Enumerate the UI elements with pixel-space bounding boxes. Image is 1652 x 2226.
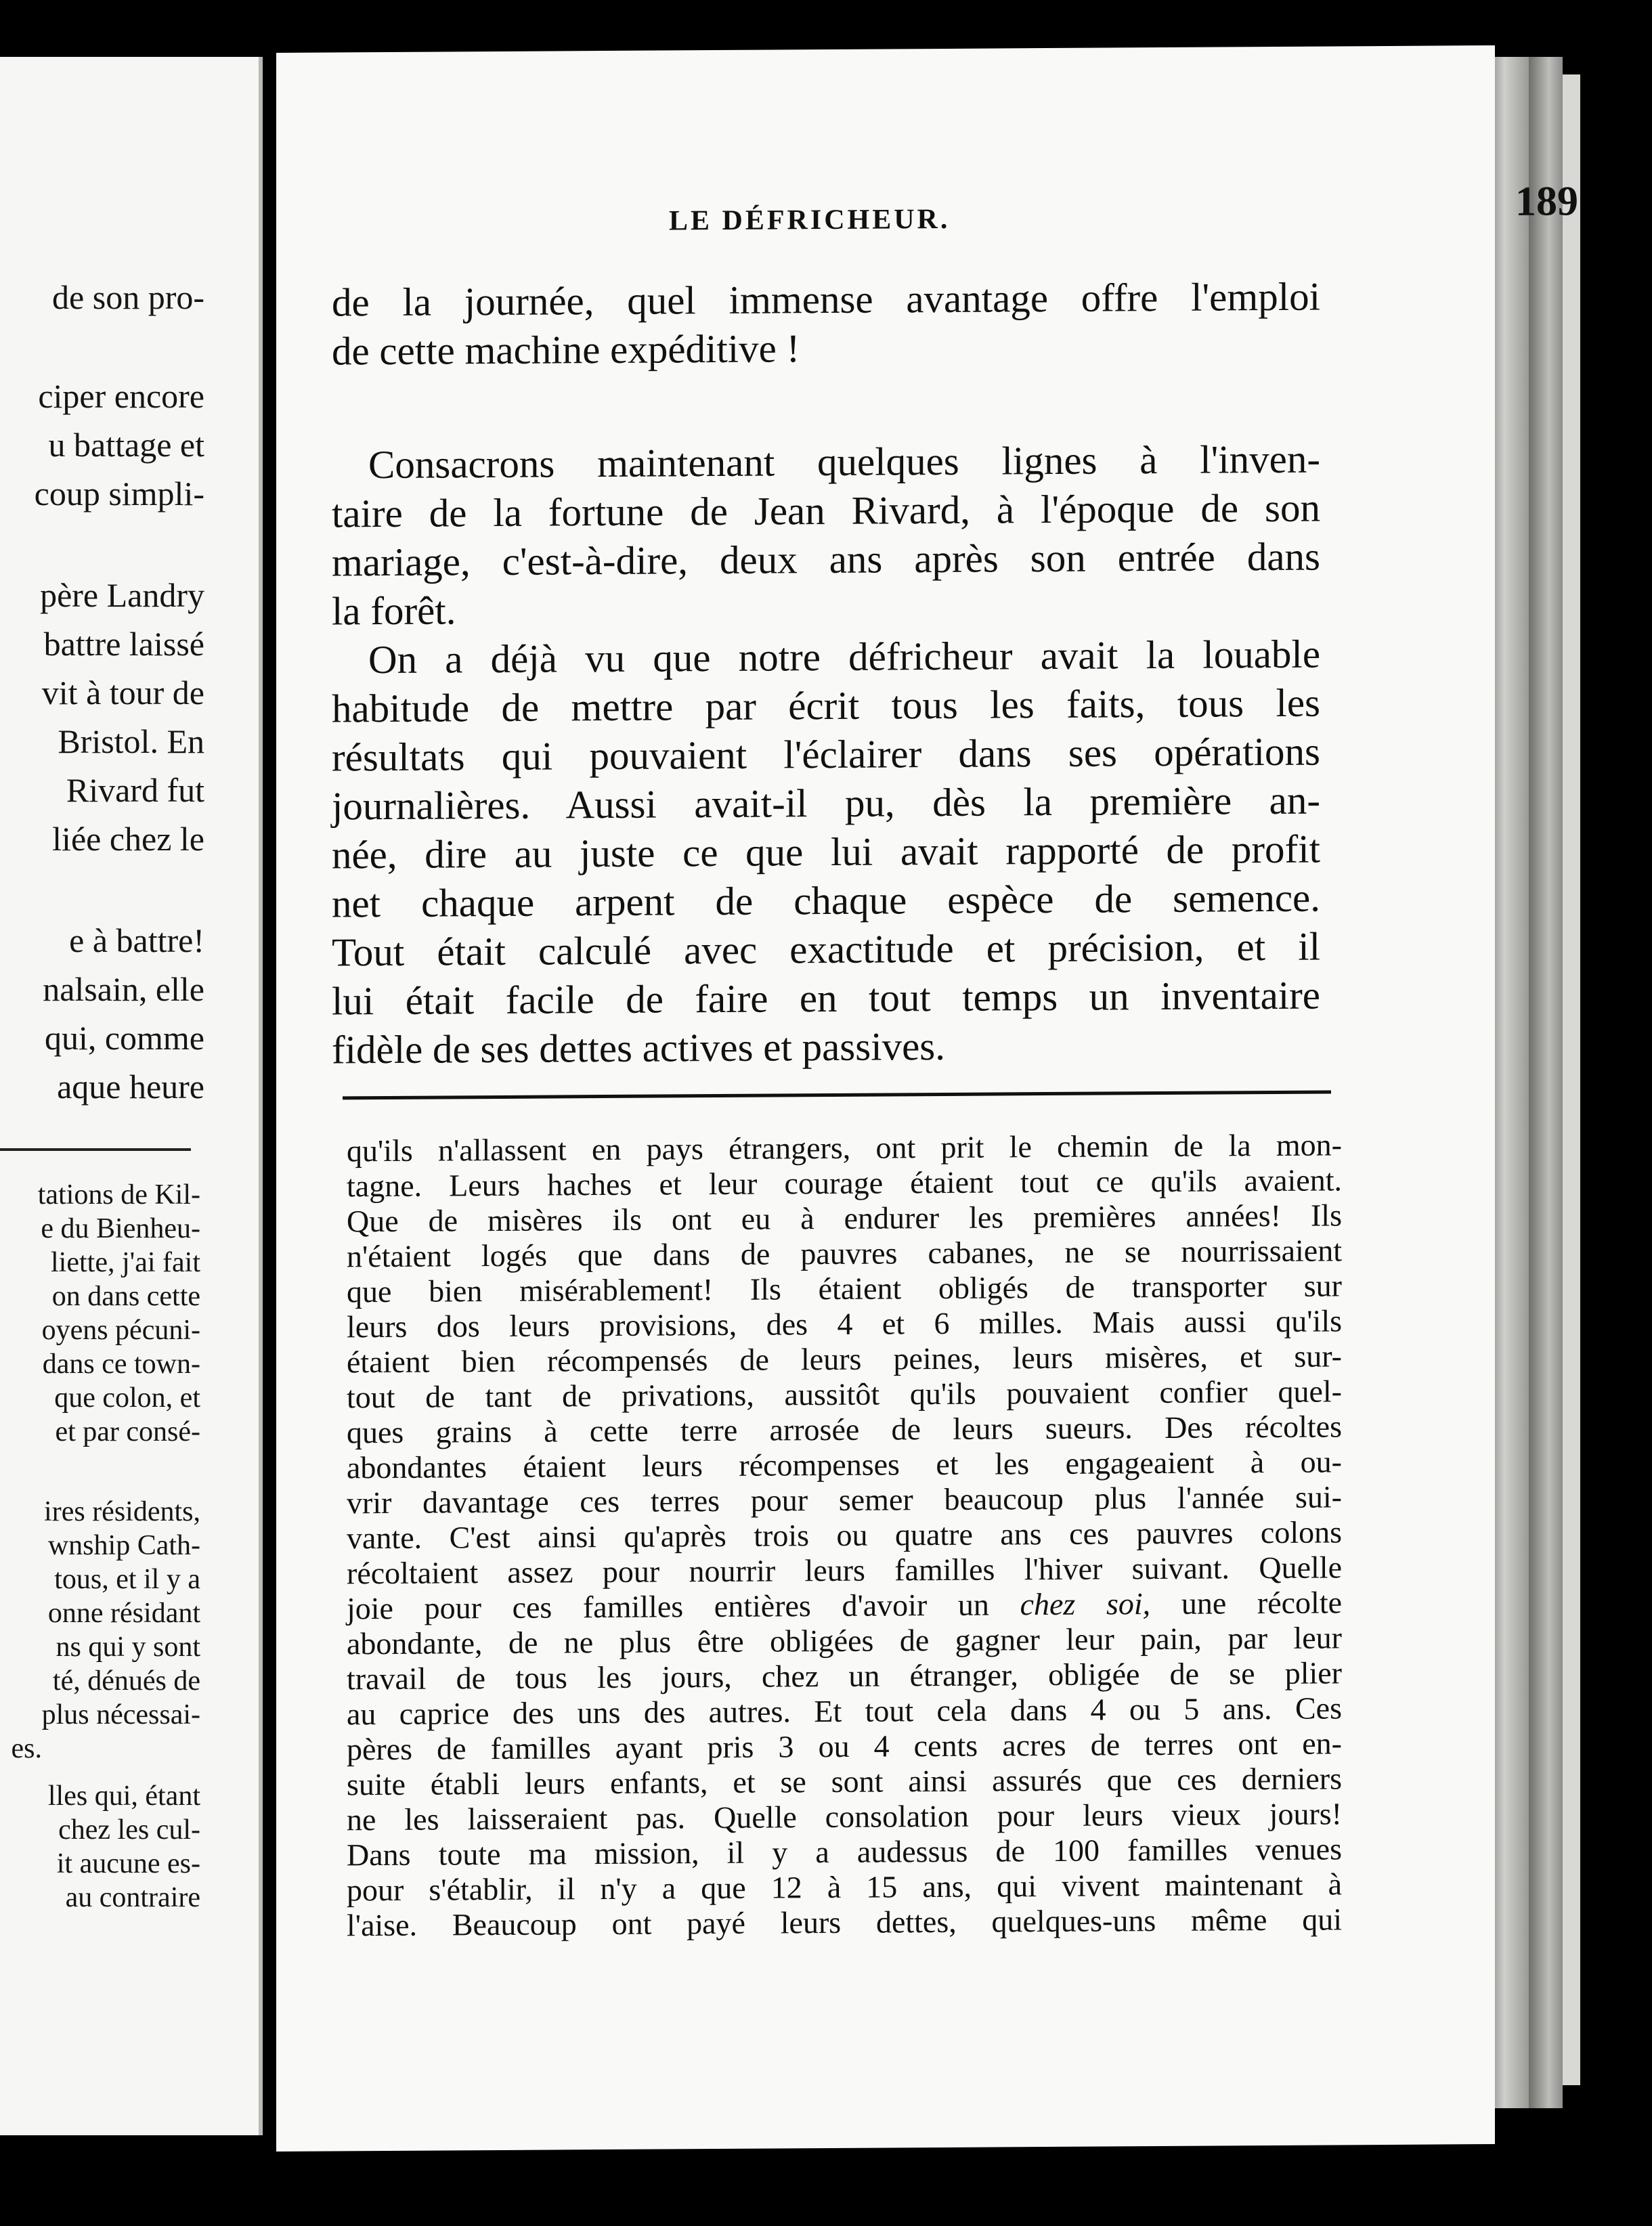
- footnote-line: l'aise. Beaucoup ont payé leurs dettes, quelques-uns même qui: [347, 1902, 1342, 1943]
- footnote-line: leurs dos leurs provisions, des 4 et 6 milles. Mais aussi qu'ils: [347, 1303, 1342, 1345]
- footnote-line: tout de tant de privations, aussitôt qu'ils pouvaient confier quel-: [347, 1374, 1342, 1415]
- footnote-line: travail de tous les jours, chez un étranger, obligée de se plier: [347, 1655, 1342, 1697]
- left-footnote-line: es.: [11, 1733, 42, 1764]
- footnote-line: abondantes étaient leurs récompenses et les engageaient à ou-: [347, 1444, 1342, 1485]
- left-footnote-line: lles qui, étant: [47, 1781, 200, 1812]
- left-footnote-line: ires résidents,: [44, 1496, 200, 1527]
- left-body-line: e à battre!: [69, 921, 204, 959]
- left-body-line: père Landry: [40, 576, 204, 614]
- footnote-line: étaient bien récompensés de leurs peines, leurs misères, et sur-: [347, 1338, 1342, 1380]
- footnote-line: pères de familles ayant pris 3 ou 4 cents acres de terres ont en-: [347, 1726, 1342, 1767]
- left-body-line: de son pro-: [52, 278, 204, 316]
- page-number: 189: [1515, 178, 1578, 225]
- left-body-line: nalsain, elle: [43, 970, 204, 1008]
- left-footnote-line: liette, j'ai fait: [51, 1247, 200, 1278]
- body-line: taire de la fortune de Jean Rivard, à l'époque de son: [332, 485, 1320, 536]
- left-footnote-line: au contraire: [65, 1882, 200, 1913]
- left-footnote-line: wnship Cath-: [47, 1530, 200, 1561]
- left-page: [0, 57, 263, 2135]
- body-line: journalières. Aussi avait-il pu, dès la première an-: [332, 777, 1320, 829]
- left-footnote-line: e du Bienheu-: [41, 1213, 200, 1244]
- body-line: Consacrons maintenant quelques lignes à l'inven-: [368, 436, 1320, 487]
- left-footnote-line: tous, et il y a: [54, 1564, 200, 1595]
- left-footnote-line: plus nécessai-: [41, 1699, 200, 1730]
- footnote-line: au caprice des uns des autres. Et tout cela dans 4 ou 5 ans. Ces: [347, 1690, 1342, 1732]
- body-line: On a déjà vu que notre défricheur avait la louable: [368, 631, 1320, 682]
- body-line: habitude de mettre par écrit tous les faits, tous les: [332, 680, 1320, 731]
- left-body-line: battre laissé: [43, 625, 204, 663]
- footnote-line: vrir davantage ces terres pour semer beaucoup plus l'année sui-: [347, 1479, 1342, 1521]
- body-line: Tout était calculé avec exactitude et précision, et il: [332, 923, 1320, 975]
- footnote-line: vante. C'est ainsi qu'après trois ou quatre ans ces pauvres colons: [347, 1514, 1342, 1556]
- footnote-line: abondante, de ne plus être obligées de gagner leur pain, par leur: [347, 1620, 1342, 1661]
- body-line: de cette machine expéditive !: [332, 326, 800, 374]
- left-footnote-line: ns qui y sont: [56, 1632, 200, 1663]
- footnote-line: ques grains à cette terre arrosée de leurs sueurs. Des récoltes: [347, 1409, 1342, 1450]
- left-footnote-line: on dans cette: [51, 1281, 200, 1312]
- left-body-line: liée chez le: [52, 820, 204, 858]
- right-page: [276, 45, 1578, 2152]
- footnote-line: n'étaient logés que dans de pauvres cabanes, ne se nourrissaient: [347, 1233, 1342, 1274]
- footnote-divider: [343, 1090, 1331, 1099]
- left-footnote-line: it aucune es-: [56, 1848, 200, 1879]
- left-body-line: u battage et: [48, 426, 204, 464]
- footnote-line: pour s'établir, il n'y a que 12 à 15 ans, qui vivent maintenant à: [347, 1867, 1342, 1908]
- body-line: de la journée, quel immense avantage offre l'emploi: [332, 274, 1320, 325]
- footnote-line-with-italic: [347, 1587, 1342, 1624]
- left-body-line: Bristol. En: [58, 722, 204, 760]
- body-line: née, dire au juste ce que lui avait rapporté de profit: [332, 826, 1320, 877]
- left-footnote-line: onne résidant: [47, 1598, 200, 1629]
- footnote-line: tagne. Leurs haches et leur courage étaient tout ce qu'ils avaient.: [347, 1162, 1342, 1204]
- footnote-text: une récolte: [1181, 1585, 1343, 1621]
- footnote-line: Dans toute ma mission, il y a audessus de 100 familles venues: [347, 1831, 1342, 1873]
- footnote-line: que bien misérablement! Ils étaient obligés de transporter sur: [347, 1268, 1342, 1309]
- footnote-italic-phrase: chez soi,: [1020, 1586, 1151, 1622]
- left-footnote-line: dans ce town-: [42, 1349, 200, 1380]
- body-line: la forêt.: [332, 588, 456, 634]
- left-body-line: Rivard fut: [66, 771, 204, 809]
- left-footnote-line: té, dénués de: [52, 1665, 200, 1697]
- left-body-line: ciper encore: [38, 377, 204, 415]
- left-body-line: vit à tour de: [41, 674, 204, 712]
- left-body-line: qui, comme: [44, 1019, 204, 1057]
- body-line: fidèle de ses dettes actives et passives.: [332, 1023, 946, 1072]
- left-footnote-line: et par consé-: [55, 1416, 200, 1447]
- footnote-line: Que de misères ils ont eu à endurer les premières années! Ils: [347, 1198, 1342, 1239]
- footnote-line: récoltaient assez pour nourrir leurs familles l'hiver suivant. Quelle: [347, 1550, 1342, 1591]
- body-line: net chaque arpent de chaque espèce de semence.: [332, 875, 1320, 926]
- body-line: résultats qui pouvaient l'éclairer dans ses opérations: [332, 728, 1320, 780]
- footnote-text: joie pour ces familles entières d'avoir un: [347, 1587, 989, 1626]
- left-body-line: aque heure: [57, 1068, 204, 1106]
- left-footnote-divider: [0, 1148, 191, 1151]
- footnote-line: qu'ils n'allassent en pays étrangers, ont prit le chemin de la mon-: [347, 1127, 1342, 1169]
- left-footnote-line: que colon, et: [54, 1382, 200, 1414]
- left-footnote-line: oyens pécuni-: [41, 1315, 200, 1346]
- body-line: mariage, c'est-à-dire, deux ans après son entrée dans: [332, 533, 1320, 585]
- running-head: LE DÉFRICHEUR.: [669, 203, 951, 237]
- left-body-line: coup simpli-: [34, 475, 204, 512]
- left-footnote-line: chez les cul-: [58, 1814, 200, 1846]
- footnote-line: ne les laisseraient pas. Quelle consolation pour leurs vieux jours!: [347, 1796, 1342, 1837]
- footnote-line: suite établi leurs enfants, et se sont ainsi assurés que ces derniers: [347, 1761, 1342, 1802]
- body-line: lui était facile de faire en tout temps un inventaire: [332, 972, 1320, 1024]
- page-edge: [1563, 74, 1580, 2085]
- page-edge: [1529, 57, 1563, 2108]
- left-footnote-line: tations de Kil-: [37, 1179, 200, 1210]
